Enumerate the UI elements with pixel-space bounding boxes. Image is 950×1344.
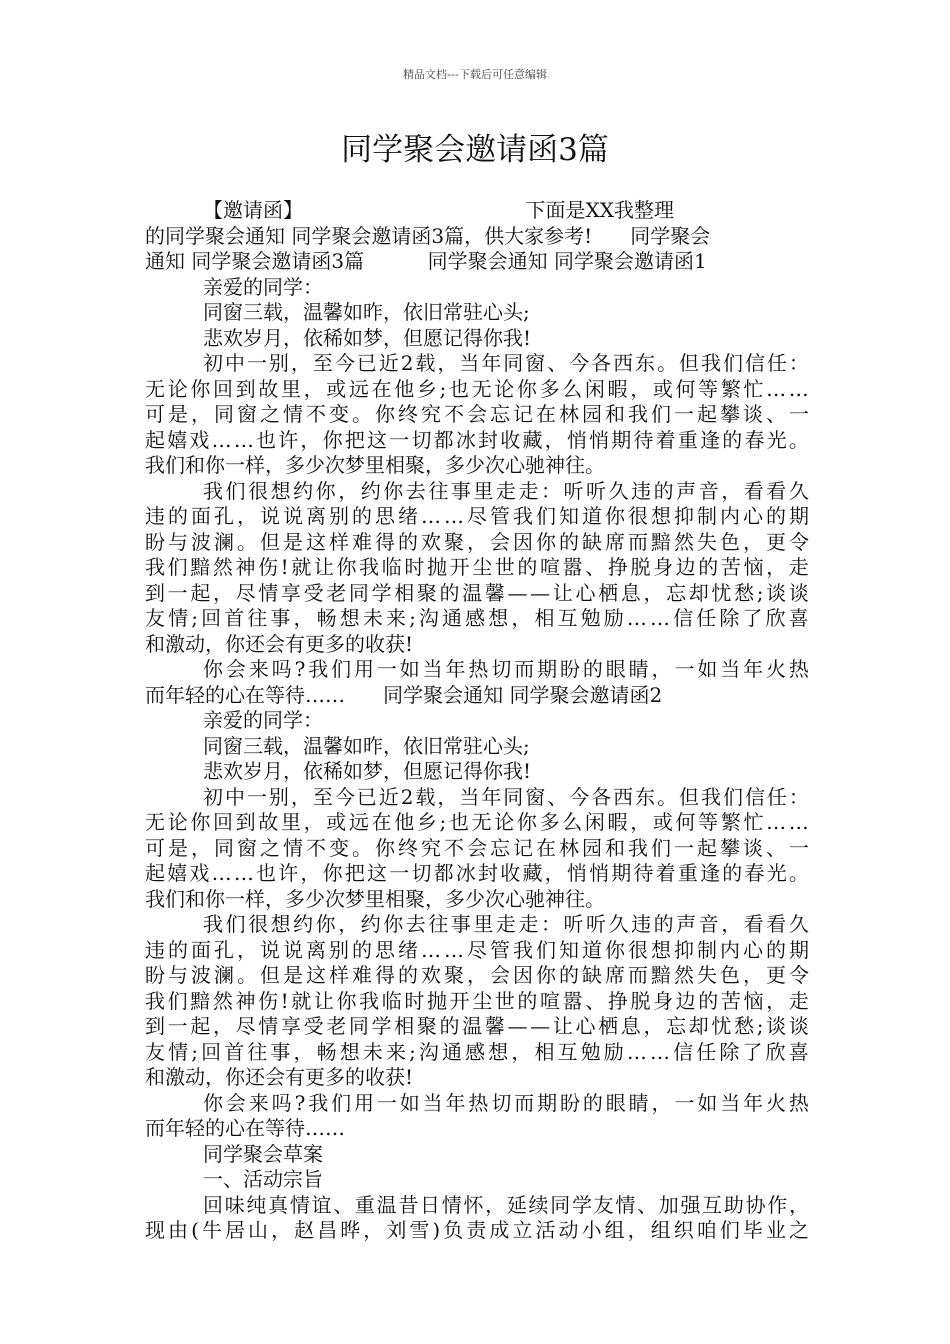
body-text-line: 我 们 很 想 约 你 ， 约 你 去 往 事 里 走 走 ： 听 听 久 违 的 声 音 ， 看 看 久 bbox=[203, 912, 809, 936]
body-text-line: 同学聚会草案 bbox=[203, 1141, 323, 1166]
body-text-line: 我 们 黯 然 神 伤 ! 就 让 你 我 临 时 抛 开 尘 世 的 喧 嚣 、 挣 脱 身 边 的 苦 恼 ， 走 bbox=[145, 988, 809, 1013]
body-text-line: 我们和你一样，多少次梦里相聚，多少次心驰神往。 bbox=[145, 886, 605, 911]
body-text-line: 我 们 黯 然 神 伤 ! 就 让 你 我 临 时 抛 开 尘 世 的 喧 嚣 、 挣 脱 身 边 的 苦 恼 ， 走 bbox=[145, 555, 809, 579]
body-text-line: 而年轻的心在等待…… bbox=[145, 1116, 345, 1140]
body-text-line: 你 会 来 吗 ? 我 们 用 一 如 当 年 热 切 而 期 盼 的 眼 睛 ， 一 如 当 年 火 热 bbox=[203, 657, 809, 681]
body-text-line: 同窗三载，温馨如昨，依旧常驻心头; bbox=[203, 733, 530, 758]
body-text-line: 友 情 ; 回 首 往 事 ， 畅 想 未 来 ; 沟 通 感 想 ， 相 互 勉 励 … … 信 任 除 了 欣 喜 bbox=[145, 1039, 809, 1064]
body-text-line: 可 是 ， 同 窗 之 情 不 变 。 你 终 究 不 会 忘 记 在 林 园 和 我 们 一 起 攀 谈 、 一 bbox=[145, 835, 809, 860]
body-text-line: 和激动，你还会有更多的收获! bbox=[145, 1065, 414, 1089]
body-text-line: 到 一 起 ， 尽 情 享 受 老 同 学 相 聚 的 温 馨 — — 让 心 栖 息 ， 忘 却 忧 愁 ; 谈 谈 bbox=[145, 1014, 809, 1038]
body-text-line: 初 中 一 别 ， 至 今 已 近 2 载 ， 当 年 同 窗 、 今 各 西 东 。 但 我 们 信 任 ： bbox=[203, 351, 809, 375]
body-text-line: 而年轻的心在等待…… 同学聚会通知 同学聚会邀请函2 bbox=[145, 682, 663, 707]
body-text-line: 可 是 ， 同 窗 之 情 不 变 。 你 终 究 不 会 忘 记 在 林 园 和 我 们 一 起 攀 谈 、 一 bbox=[145, 402, 809, 426]
body-text-line: 违 的 面 孔 ， 说 说 离 别 的 思 绪 … … 尽 管 我 们 知 道 你 很 想 抑 制 内 心 的 期 bbox=[145, 504, 809, 528]
body-text-line: 起 嬉 戏 … … 也 许 ， 你 把 这 一 切 都 冰 封 收 藏 ， 悄 悄 期 待 着 重 逢 的 春 光 。 bbox=[145, 427, 809, 452]
body-text-line: 回 味 纯 真 情 谊 、 重 温 昔 日 情 怀 ， 延 续 同 学 友 情 、 加 强 互 助 协 作 ， bbox=[203, 1192, 809, 1217]
body-text-line: 无 论 你 回 到 故 里 ， 或 远 在 他 乡 ; 也 无 论 你 多 么 闲 暇 ， 或 何 等 繁 忙 … … bbox=[145, 810, 809, 834]
body-text-line: 现 由 ( 牛 居 山 ， 赵 昌 晔 ， 刘 雪 ) 负 责 成 立 活 动 小 组 ， 组 织 咱 们 毕 业 之 bbox=[145, 1218, 809, 1242]
document-body bbox=[145, 198, 809, 1244]
body-text-line: 我 们 很 想 约 你 ， 约 你 去 往 事 里 走 走 ： 听 听 久 违 的 声 音 ， 看 看 久 bbox=[203, 478, 809, 503]
body-text-line: 盼 与 波 澜 。 但 是 这 样 难 得 的 欢 聚 ， 会 因 你 的 缺 席 而 黯 然 失 色 ， 更 令 bbox=[145, 963, 809, 987]
body-text-line: 无 论 你 回 到 故 里 ， 或 远 在 他 乡 ; 也 无 论 你 多 么 闲 暇 ， 或 何 等 繁 忙 … … bbox=[145, 376, 809, 401]
body-text-line: 盼 与 波 澜 。 但 是 这 样 难 得 的 欢 聚 ， 会 因 你 的 缺 席 而 黯 然 失 色 ， 更 令 bbox=[145, 529, 809, 554]
document-title: 同学聚会邀请函3篇 bbox=[341, 132, 609, 168]
body-text-line: 的同学聚会通知 同学聚会邀请函3篇，供大家参考! 同学聚会 bbox=[145, 223, 711, 248]
body-text-line: 你 会 来 吗 ? 我 们 用 一 如 当 年 热 切 而 期 盼 的 眼 睛 ， 一 如 当 年 火 热 bbox=[203, 1090, 809, 1115]
body-text-line: 初 中 一 别 ， 至 今 已 近 2 载 ， 当 年 同 窗 、 今 各 西 东 。 但 我 们 信 任 ： bbox=[203, 784, 809, 809]
body-text-line: 通知 同学聚会邀请函3篇 同学聚会通知 同学聚会邀请函1 bbox=[145, 249, 707, 273]
body-text-line: 起 嬉 戏 … … 也 许 ， 你 把 这 一 切 都 冰 封 收 藏 ， 悄 悄 期 待 着 重 逢 的 春 光 。 bbox=[145, 861, 809, 885]
body-text-line: 亲爱的同学： bbox=[203, 708, 323, 732]
body-text-line: 同窗三载，温馨如昨，依旧常驻心头; bbox=[203, 300, 530, 324]
body-text-line: 违 的 面 孔 ， 说 说 离 别 的 思 绪 … … 尽 管 我 们 知 道 你 很 想 抑 制 内 心 的 期 bbox=[145, 937, 809, 962]
body-text-line: 和激动，你还会有更多的收获! bbox=[145, 631, 414, 656]
body-text-line: 悲欢岁月，依稀如梦，但愿记得你我! bbox=[203, 759, 532, 783]
page-header-note: 精品文档---下载后可任意编辑 bbox=[403, 68, 547, 81]
body-text-line: 亲爱的同学： bbox=[203, 274, 323, 299]
body-text-line: 悲欢岁月，依稀如梦，但愿记得你我! bbox=[203, 325, 532, 350]
body-text-line: 友 情 ; 回 首 往 事 ， 畅 想 未 来 ; 沟 通 感 想 ， 相 互 勉 励 … … 信 任 除 了 欣 喜 bbox=[145, 606, 809, 630]
body-text-line: 【邀请函】 下面是XX我整理 bbox=[203, 198, 674, 222]
body-text-line: 到 一 起 ， 尽 情 享 受 老 同 学 相 聚 的 温 馨 — — 让 心 栖 息 ， 忘 却 忧 愁 ; 谈 谈 bbox=[145, 580, 809, 605]
body-text-line: 一、活动宗旨 bbox=[203, 1167, 323, 1191]
body-text-line: 我们和你一样，多少次梦里相聚，多少次心驰神往。 bbox=[145, 453, 605, 477]
